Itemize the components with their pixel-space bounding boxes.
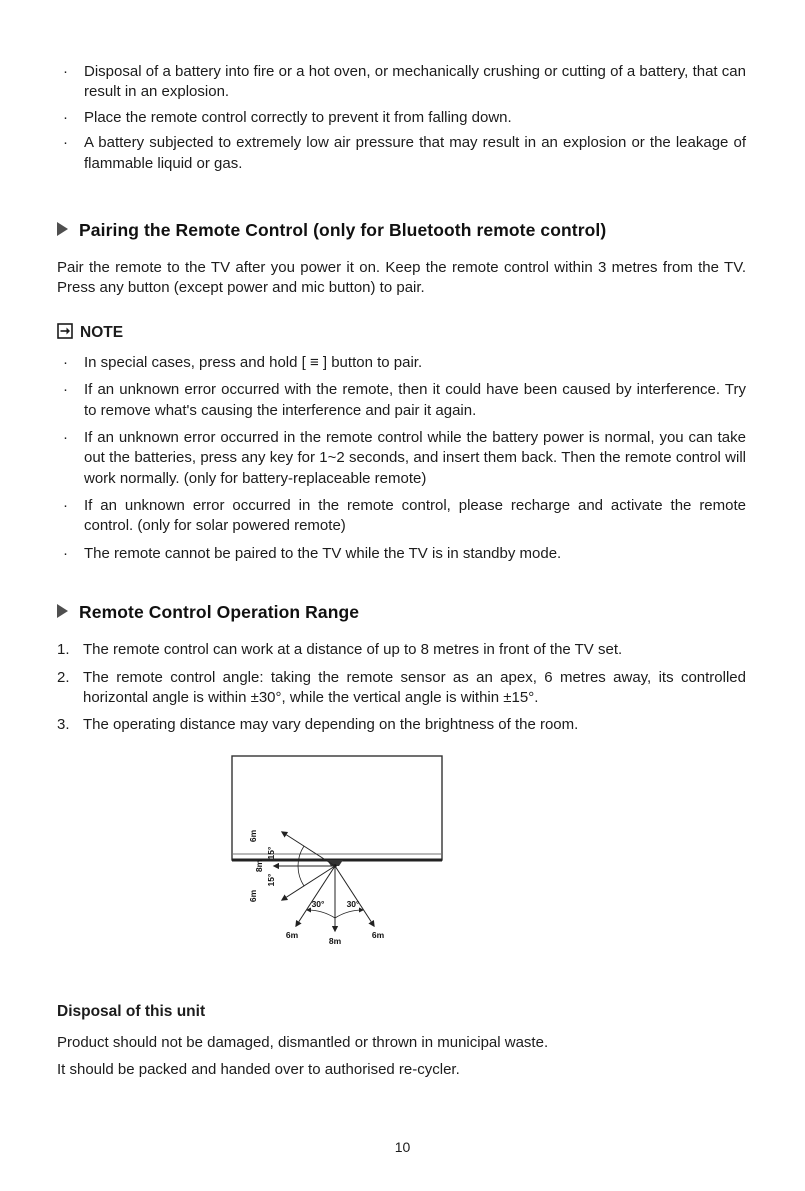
pairing-note-list: [57, 353, 746, 565]
pairing-intro: Pair the remote to the TV after you power it on. Keep the remote control within 3 metres from the TV. Press any button (except power and mic button) to pair.: [57, 258, 746, 297]
item-number: 2.: [57, 668, 70, 686]
operation-range-diagram: [192, 754, 612, 959]
bullet-marker: ·: [63, 497, 68, 515]
note-icon: [57, 323, 73, 344]
list-item: [57, 544, 746, 564]
bullet-text: Disposal of a battery into fire or a hot oven, or mechanically crushing or cutting of a battery, that can result in an explosion.: [84, 63, 746, 101]
item-text: The remote control can work at a distance of up to 8 metres in front of the TV set.: [83, 641, 623, 659]
diagram-label: 8m: [328, 935, 341, 946]
list-item: [57, 353, 746, 373]
note-heading: [57, 323, 746, 344]
pairing-section-heading: [57, 220, 746, 241]
bullet-marker: ·: [63, 381, 68, 399]
bullet-marker: ·: [63, 134, 68, 152]
range-section-heading: [57, 602, 746, 623]
list-item: [57, 428, 746, 489]
list-item: [57, 668, 746, 709]
item-number: 1.: [57, 641, 70, 659]
diagram-label: 8m: [253, 859, 264, 872]
disposal-section-title: Disposal of this unit: [57, 1002, 206, 1020]
section-arrow-icon: [57, 602, 68, 623]
range-diagram-svg: [192, 754, 612, 954]
list-item: [57, 380, 746, 421]
horizontal-angle-fan: [296, 866, 374, 931]
diagram-label: 6m: [247, 829, 258, 842]
list-item: [57, 108, 746, 128]
page-number: 10: [394, 1139, 411, 1155]
bullet-text: Place the remote control correctly to prevent it from falling down.: [84, 108, 512, 126]
diagram-label: 15°: [265, 846, 276, 860]
bullet-marker: ·: [63, 108, 68, 126]
section-arrow-icon: [57, 220, 68, 241]
diagram-label: 30°: [346, 898, 359, 909]
section-title: Pairing the Remote Control (only for Bluetooth remote control): [79, 219, 607, 240]
disposal-line: It should be packed and handed over to authorised re-cycler.: [57, 1061, 460, 1079]
bullet-text: A battery subjected to extremely low air pressure that may result in an explosion or the leakage of flammable liquid or gas.: [84, 134, 746, 172]
item-text: The remote control angle: taking the remote sensor as an apex, 6 metres away, its controlled horizontal angle is within ±30°, while the vertical angle is within ±15°.: [83, 668, 746, 707]
list-item: [57, 715, 746, 735]
list-item: [57, 640, 746, 660]
vertical-angle-fan: [274, 832, 335, 900]
note-label: NOTE: [80, 324, 124, 342]
diagram-label: 15°: [265, 873, 276, 887]
diagram-label: 30°: [311, 898, 324, 909]
bullet-text: In special cases, press and hold [ ≡ ] button to pair.: [84, 353, 423, 371]
item-number: 3.: [57, 716, 70, 734]
list-item: [57, 496, 746, 537]
range-numbered-list: [57, 640, 746, 736]
bullet-marker: ·: [63, 353, 68, 371]
diagram-label: 6m: [285, 929, 298, 940]
bullet-marker: ·: [63, 63, 68, 80]
bullet-text: If an unknown error occurred in the remote control while the battery power is normal, you can take out the batteries, press any key for 1~2 seconds, and insert them back. Then the remote control will work normally. (only for battery-replaceable remote): [84, 428, 746, 487]
tv-outline: [232, 756, 442, 868]
disposal-line: Product should not be damaged, dismantled or thrown in municipal waste.: [57, 1033, 549, 1051]
list-item: [57, 133, 746, 174]
battery-warnings-list: [57, 62, 746, 174]
bullet-text: The remote cannot be paired to the TV while the TV is in standby mode.: [84, 544, 562, 562]
bullet-text: If an unknown error occurred in the remote control, please recharge and activate the remote control. (only for solar powered remote): [84, 497, 746, 535]
section-title: Remote Control Operation Range: [79, 602, 360, 623]
bullet-text: If an unknown error occurred with the remote, then it could have been caused by interference. Try to remove what's causing the interference and pair it again.: [84, 381, 746, 419]
vertical-angle-labels: [248, 829, 276, 902]
list-item: [57, 62, 746, 103]
bullet-marker: ·: [63, 544, 68, 562]
item-text: The operating distance may vary depending on the brightness of the room.: [83, 716, 579, 734]
diagram-label: 6m: [371, 929, 384, 940]
bullet-marker: ·: [63, 428, 68, 446]
diagram-label: 6m: [247, 889, 258, 902]
